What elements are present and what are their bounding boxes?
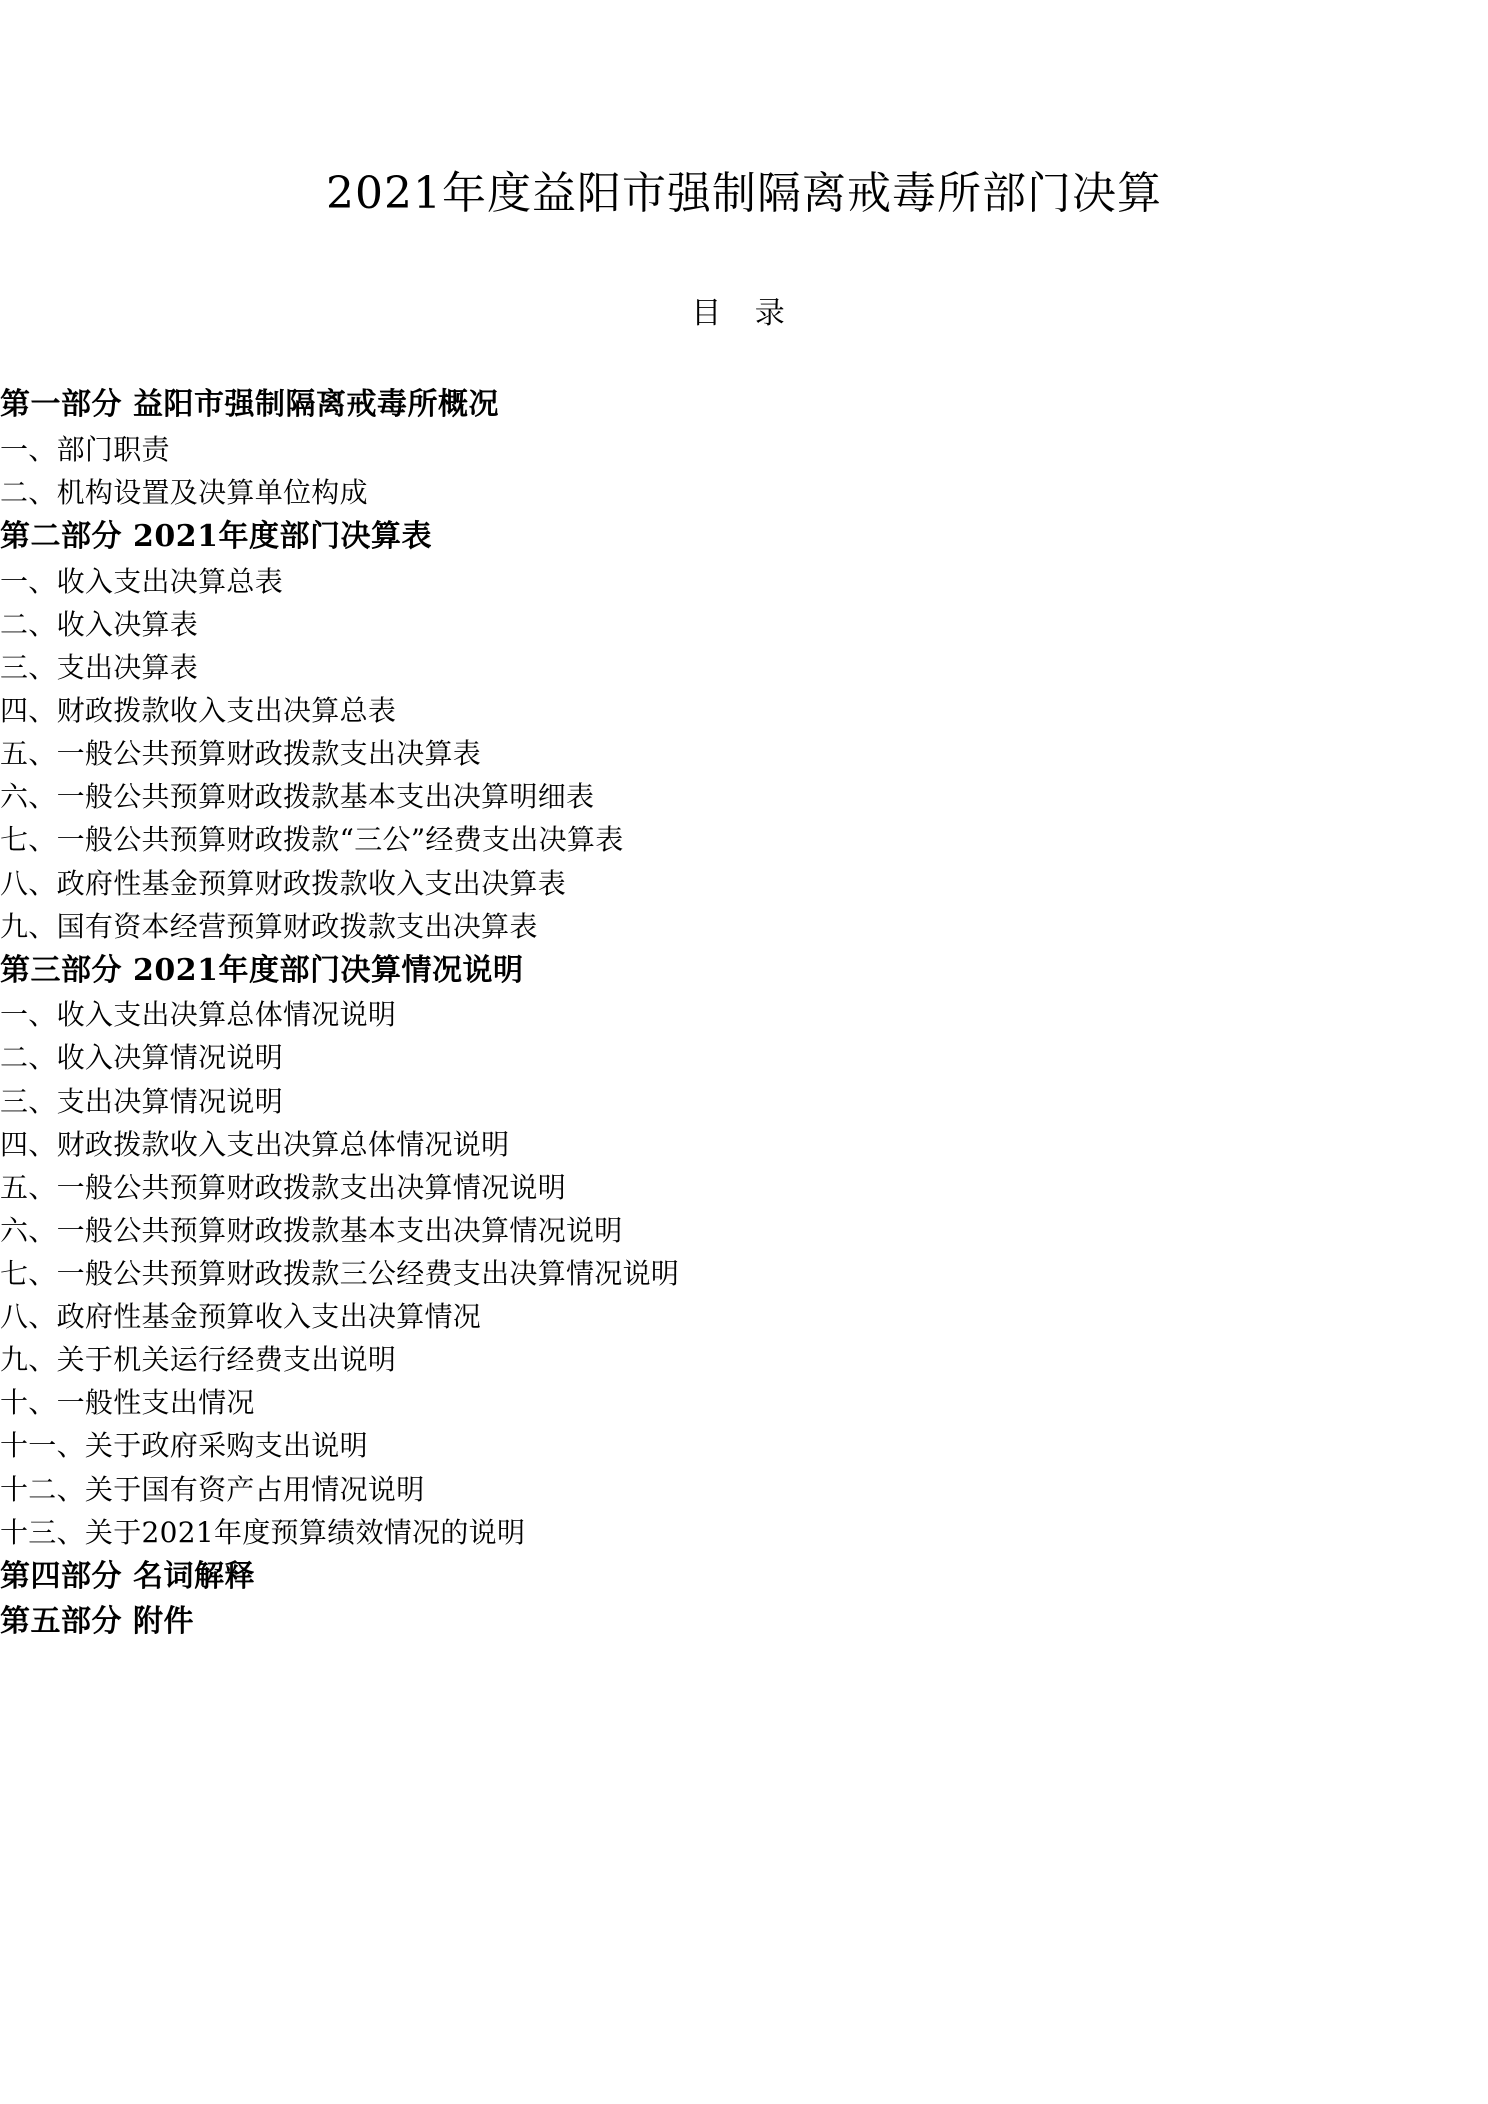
toc-item[interactable]: 一、收入支出决算总体情况说明	[0, 998, 397, 1032]
toc-item[interactable]: 一、收入支出决算总表	[0, 564, 284, 598]
toc-item[interactable]: 六、一般公共预算财政拨款基本支出决算明细表	[0, 780, 595, 814]
toc-item[interactable]: 六、一般公共预算财政拨款基本支出决算情况说明	[0, 1213, 623, 1247]
toc-item[interactable]: 十三、关于2021年度预算绩效情况的说明	[0, 1515, 526, 1549]
toc-item[interactable]: 五、一般公共预算财政拨款支出决算情况说明	[0, 1170, 567, 1204]
toc-item[interactable]: 十一、关于政府采购支出说明	[0, 1429, 368, 1463]
toc-part[interactable]: 第三部分 2021年度部门决算情况说明	[0, 952, 524, 988]
toc-item[interactable]: 九、关于机关运行经费支出说明	[0, 1343, 397, 1377]
toc-part[interactable]: 第一部分 益阳市强制隔离戒毒所概况	[0, 387, 499, 423]
toc-item[interactable]: 二、收入决算表	[0, 607, 199, 641]
toc-item[interactable]: 九、国有资本经营预算财政拨款支出决算表	[0, 909, 538, 943]
toc-item[interactable]: 二、收入决算情况说明	[0, 1041, 284, 1075]
toc-item[interactable]: 二、机构设置及决算单位构成	[0, 476, 368, 510]
toc-item[interactable]: 三、支出决算表	[0, 651, 199, 685]
toc-part[interactable]: 第二部分 2021年度部门决算表	[0, 519, 432, 555]
table-of-contents	[0, 332, 1488, 1645]
toc-item[interactable]: 四、财政拨款收入支出决算总体情况说明	[0, 1127, 510, 1161]
toc-item[interactable]: 十、一般性支出情况	[0, 1386, 255, 1420]
toc-heading: 目 录	[691, 296, 797, 332]
toc-item[interactable]: 四、财政拨款收入支出决算总表	[0, 694, 397, 728]
toc-item[interactable]: 七、一般公共预算财政拨款“三公”经费支出决算表	[0, 823, 624, 857]
toc-part[interactable]: 第五部分 附件	[0, 1604, 194, 1640]
toc-item[interactable]: 一、部门职责	[0, 432, 170, 466]
toc-item[interactable]: 八、政府性基金预算收入支出决算情况	[0, 1300, 482, 1334]
toc-item[interactable]: 八、政府性基金预算财政拨款收入支出决算表	[0, 866, 567, 900]
toc-item[interactable]: 七、一般公共预算财政拨款三公经费支出决算情况说明	[0, 1257, 680, 1291]
toc-item[interactable]: 十二、关于国有资产占用情况说明	[0, 1472, 425, 1506]
toc-item[interactable]: 五、一般公共预算财政拨款支出决算表	[0, 737, 482, 771]
toc-part[interactable]: 第四部分 名词解释	[0, 1558, 255, 1594]
page-title: 2021年度益阳市强制隔离戒毒所部门决算	[326, 168, 1162, 219]
toc-item[interactable]: 三、支出决算情况说明	[0, 1084, 284, 1118]
